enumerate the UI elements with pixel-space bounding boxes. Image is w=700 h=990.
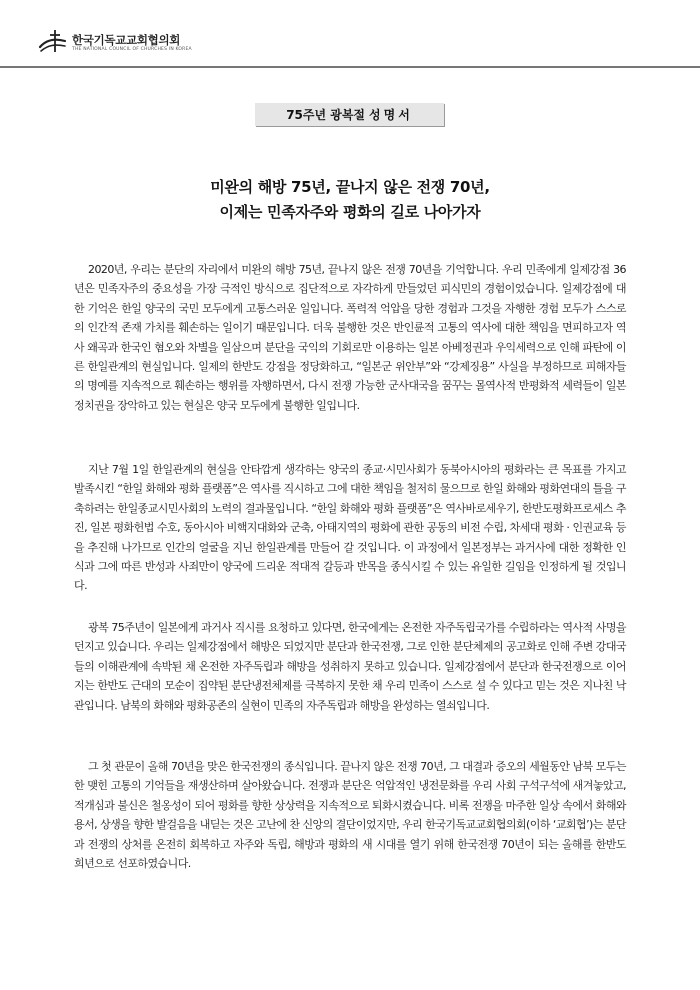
paragraph-text: 2020년, 우리는 분단의 자리에서 미완의 해방 75년, 끝나지 않은 전쟁 70년을 기억합니다. 우리 민족에게 일제강점 36년은 민족자주의 중요성을 가장 극적인 방식으로 집단적으로 자각하게 만들었던 피식민의 경험이었습니다. 일제강점에 대한 기억은 한일 양국의 국민 모두에게 고통스러운 일입니다. 폭력적 억압을 당한 경험과 그것을 자행한 경험 모두가 스스로의 인간적 존재 가치를 훼손하는 일이기 때문입니다. 더욱 불행한 것은 반인륜적 고통의 역사에 대한 책임을 면피하고자 역사 왜곡과 한국인 혐오와 차별을 일삼으며 분단을 국익의 기회로만 이용하는 일본 아베정권과 우익세력으로 인해 파탄에 이른 한일관계의 현실입니다. 일제의 한반도 강점을 정당화하고, “일본군 위안부”와 “강제징용” 사실을 부정하므로 피해자들의 명예를 지속적으로 훼손하는 행위를 자행하면서, 다시 전쟁 가능한 군사대국을 꿈꾸는 몰역사적 반평화적 세력들이 일본 정치권을 장악하고 있는 현실은 양국 모두에게 불행한 일입니다.	[74, 263, 626, 412]
document-type-box	[255, 103, 444, 126]
body-paragraph-1	[74, 260, 626, 415]
document-type-prefix: 75주년 광복절	[286, 108, 366, 122]
body-paragraph-4	[74, 757, 626, 873]
statement-title-line-2: 이제는 민족자주와 평화의 길로 나아가자	[219, 203, 481, 221]
organization-name-english: THE NATIONAL COUNCIL OF CHURCHES IN KOREA	[72, 47, 192, 52]
ncck-logo-icon	[38, 28, 68, 54]
body-paragraph-3	[74, 618, 626, 715]
document-type-word: 성명서	[369, 108, 413, 122]
paragraph-text: 지난 7월 1일 한일관계의 현실을 안타깝게 생각하는 양국의 종교·시민사회가 동북아시아의 평화라는 큰 목표를 가지고 발족시킨 “한일 화해와 평화 플랫폼”은 역사를 직시하고 그에 대한 책임을 철저히 물으므로 한일 화해와 평화연대의 틀을 구축하려는 한일종교시민사회의 노력의 결과물입니다. “한일 화해와 평화 플랫폼”은 역사바로세우기, 한반도평화프로세스 추진, 일본 평화헌법 수호, 동아시아 비핵지대화와 군축, 아태지역의 평화에 관한 공동의 비전 수립, 차세대 평화 · 인권교육 등을 추진해 나가므로 인간의 얼굴을 지닌 한일관계를 만들어 갈 것입니다. 이 과정에서 일본정부는 과거사에 대한 정확한 인식과 그에 따른 반성과 사죄만이 양국에 드리운 적대적 갈등과 반목을 종식시킬 수 있는 유일한 길임을 인정하게 될 것입니다.	[74, 463, 626, 593]
paragraph-text: 그 첫 관문이 올해 70년을 맞은 한국전쟁의 종식입니다. 끝나지 않은 전쟁 70년, 그 대결과 증오의 세월동안 남북 모두는 한 맺힌 고통의 기억들을 재생산하며 살아왔습니다. 전쟁과 분단은 억압적인 냉전문화를 우리 사회 구석구석에 새겨놓았고, 적개심과 불신은 철옹성이 되어 평화를 향한 상상력을 지속적으로 퇴화시켰습니다. 비록 전쟁을 마주한 일상 속에서 화해와 용서, 상생을 향한 발걸음을 내딛는 것은 고난에 찬 신앙의 결단이었지만, 우리 한국기독교교회협의회(이하 ‘교회협’)는 분단과 전쟁의 상처를 온전히 회복하고 자주와 독립, 해방과 평화의 새 시대를 열기 위해 한국전쟁 70년이 되는 올해를 한반도 희년으로 선포하였습니다.	[74, 760, 626, 871]
organization-name: 한국기독교교회협의회	[72, 33, 181, 47]
paragraph-text: 광복 75주년이 일본에게 과거사 직시를 요청하고 있다면, 한국에게는 온전한 자주독립국가를 수립하라는 역사적 사명을 던지고 있습니다. 우리는 일제강점에서 해방은 되었지만 분단과 한국전쟁, 그로 인한 분단체제의 공고화로 인해 주변 강대국들의 이해관계에 속박된 채 온전한 자주독립과 해방을 성취하지 못하고 있습니다. 일제강점에서 분단과 한국전쟁으로 이어지는 한반도 근대의 모순이 집약된 분단냉전체제를 극복하지 못한 채 우리 민족이 스스로 설 수 있다고 믿는 것은 지나친 낙관입니다. 남북의 화해와 평화공존의 실현이 민족의 자주독립과 해방을 완성하는 열쇠입니다.	[74, 621, 626, 712]
page-header	[38, 26, 662, 62]
body-paragraph-2	[74, 460, 626, 596]
header-divider	[0, 66, 700, 68]
statement-title-line-1: 미완의 해방 75년, 끝나지 않은 전쟁 70년,	[210, 178, 490, 196]
